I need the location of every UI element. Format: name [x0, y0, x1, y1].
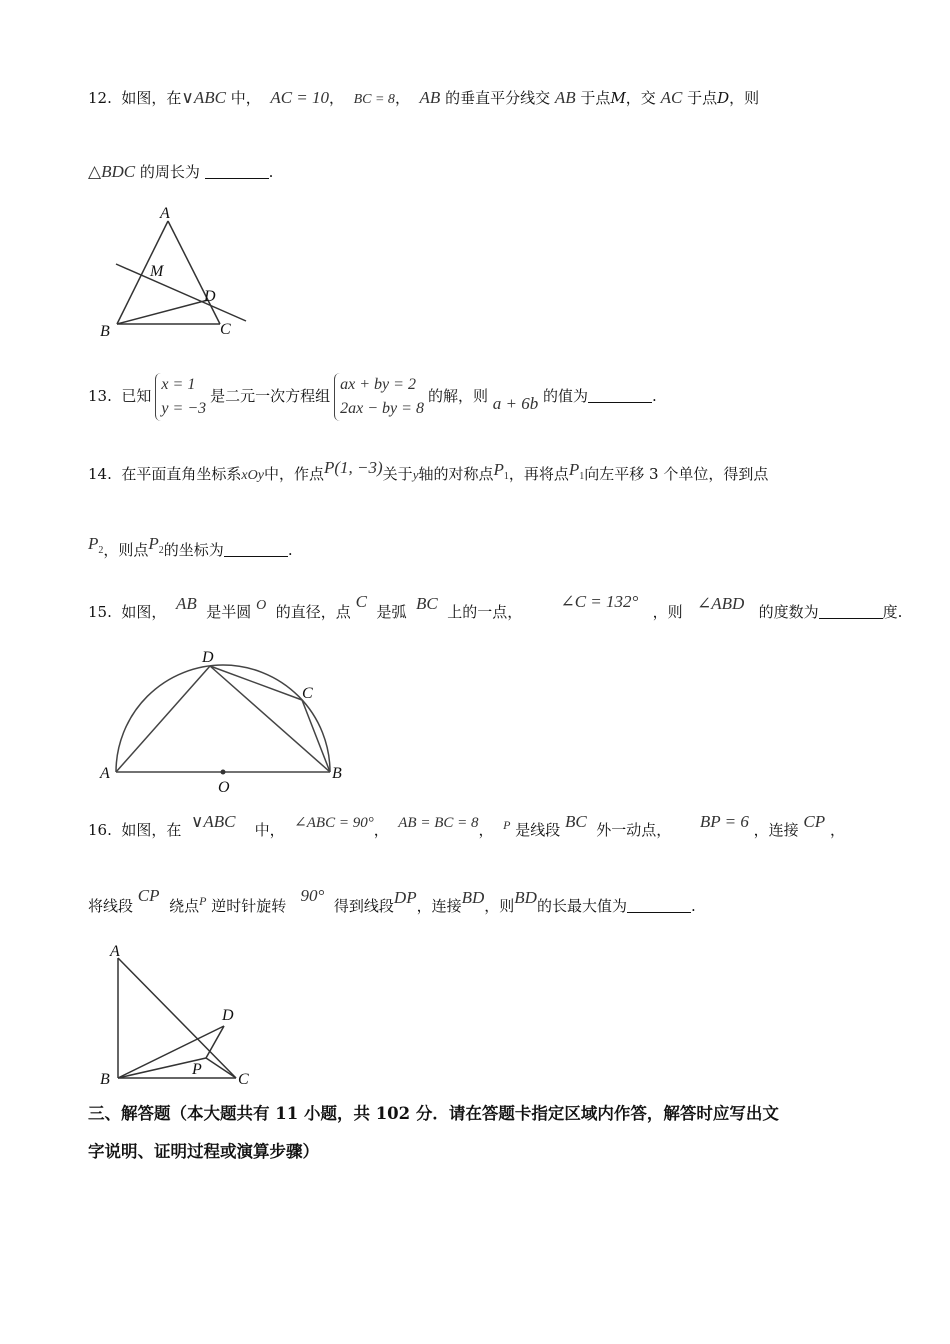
q14-line1: 14. 在平面直角坐标系xOy中，作点P(1, −3)关于y轴的对称点$P_1$，再将点$P_1$向左平移 3 个单位，得到点 — [88, 458, 769, 483]
section3-heading-line2: 字说明、证明过程或演算步骤） — [88, 1142, 319, 1161]
q16-seg-ac — [118, 958, 236, 1078]
q13-system-solution: x = 1 y = −3 — [155, 373, 206, 421]
section3-heading-line1: 三、解答题（本大题共有 11 小题，共 102 分．请在答题卡指定区域内作答，解答时应写出文 — [88, 1104, 779, 1123]
q12-label-m: M — [150, 263, 164, 280]
q16-label-c: C — [238, 1071, 249, 1088]
q15-center-point — [221, 770, 226, 775]
q15-label-d: D — [202, 649, 214, 666]
q12-label-a: A — [160, 205, 170, 222]
q15-seg-cb — [302, 700, 330, 772]
q12-seg-bd — [117, 300, 208, 324]
q15-label-c: C — [302, 685, 313, 702]
answer-blank — [819, 604, 883, 619]
q12-figure — [96, 204, 256, 340]
q15-figure — [96, 646, 356, 796]
answer-blank — [627, 898, 691, 913]
q14-line2: $P_2$，则点$P_2$的坐标为 . — [88, 534, 293, 559]
answer-blank — [588, 388, 652, 403]
q15-seg-dc — [210, 666, 302, 700]
q16-figure — [96, 940, 266, 1090]
answer-blank — [224, 542, 288, 557]
q12-perp-bisector — [116, 264, 246, 321]
q16-seg-pc — [206, 1058, 236, 1078]
q12-label-d: D — [204, 288, 216, 305]
q16-label-a: A — [110, 943, 120, 960]
q16-label-b: B — [100, 1071, 110, 1088]
q15-label-b: B — [332, 765, 342, 782]
q12-line1: 12. 如图，在∨ABC 中， AC = 10， BC = 8， AB 的垂直平分线交 AB 于点M，交 AC 于点D，则 — [88, 88, 760, 107]
q16-seg-bd — [118, 1026, 224, 1078]
q15-label-o: O — [218, 779, 230, 796]
answer-blank — [205, 164, 269, 179]
q16-label-d: D — [222, 1007, 234, 1024]
q15-line: 15. 如图， AB 是半圆 O 的直径，点 C 是弧 BC 上的一点， ∠C = 132° ，则 ∠ABD 的度数为 度. — [88, 592, 903, 621]
q12-label-b: B — [100, 323, 110, 340]
q15-seg-bd — [210, 666, 330, 772]
q16-line2: 将线段 CP 绕点$^P$ 逆时针旋转 90° 得到线段DP，连接BD，则BD的长最大值为 . — [88, 886, 696, 915]
q15-semicircle-arc — [116, 665, 330, 772]
q16-line1: 16. 如图，在 ∨ABC 中， ∠ABC = 90°， AB = BC = 8， $^P$ 是线段 BC 外一动点， BP = 6 ，连接 CP ， — [88, 812, 845, 839]
q12-line2: △BDC 的周长为 . — [88, 162, 274, 181]
q15-label-a: A — [100, 765, 110, 782]
q13-system-equations: ax + by = 2 2ax − by = 8 — [334, 373, 424, 421]
q13-line: 13. 已知 x = 1 y = −3 是二元一次方程组 ax + by = 2 2ax − by = 8 的解，则 a + 6b 的值为 . — [88, 368, 657, 424]
q16-label-p: P — [192, 1061, 202, 1078]
q12-label-c: C — [220, 321, 231, 338]
